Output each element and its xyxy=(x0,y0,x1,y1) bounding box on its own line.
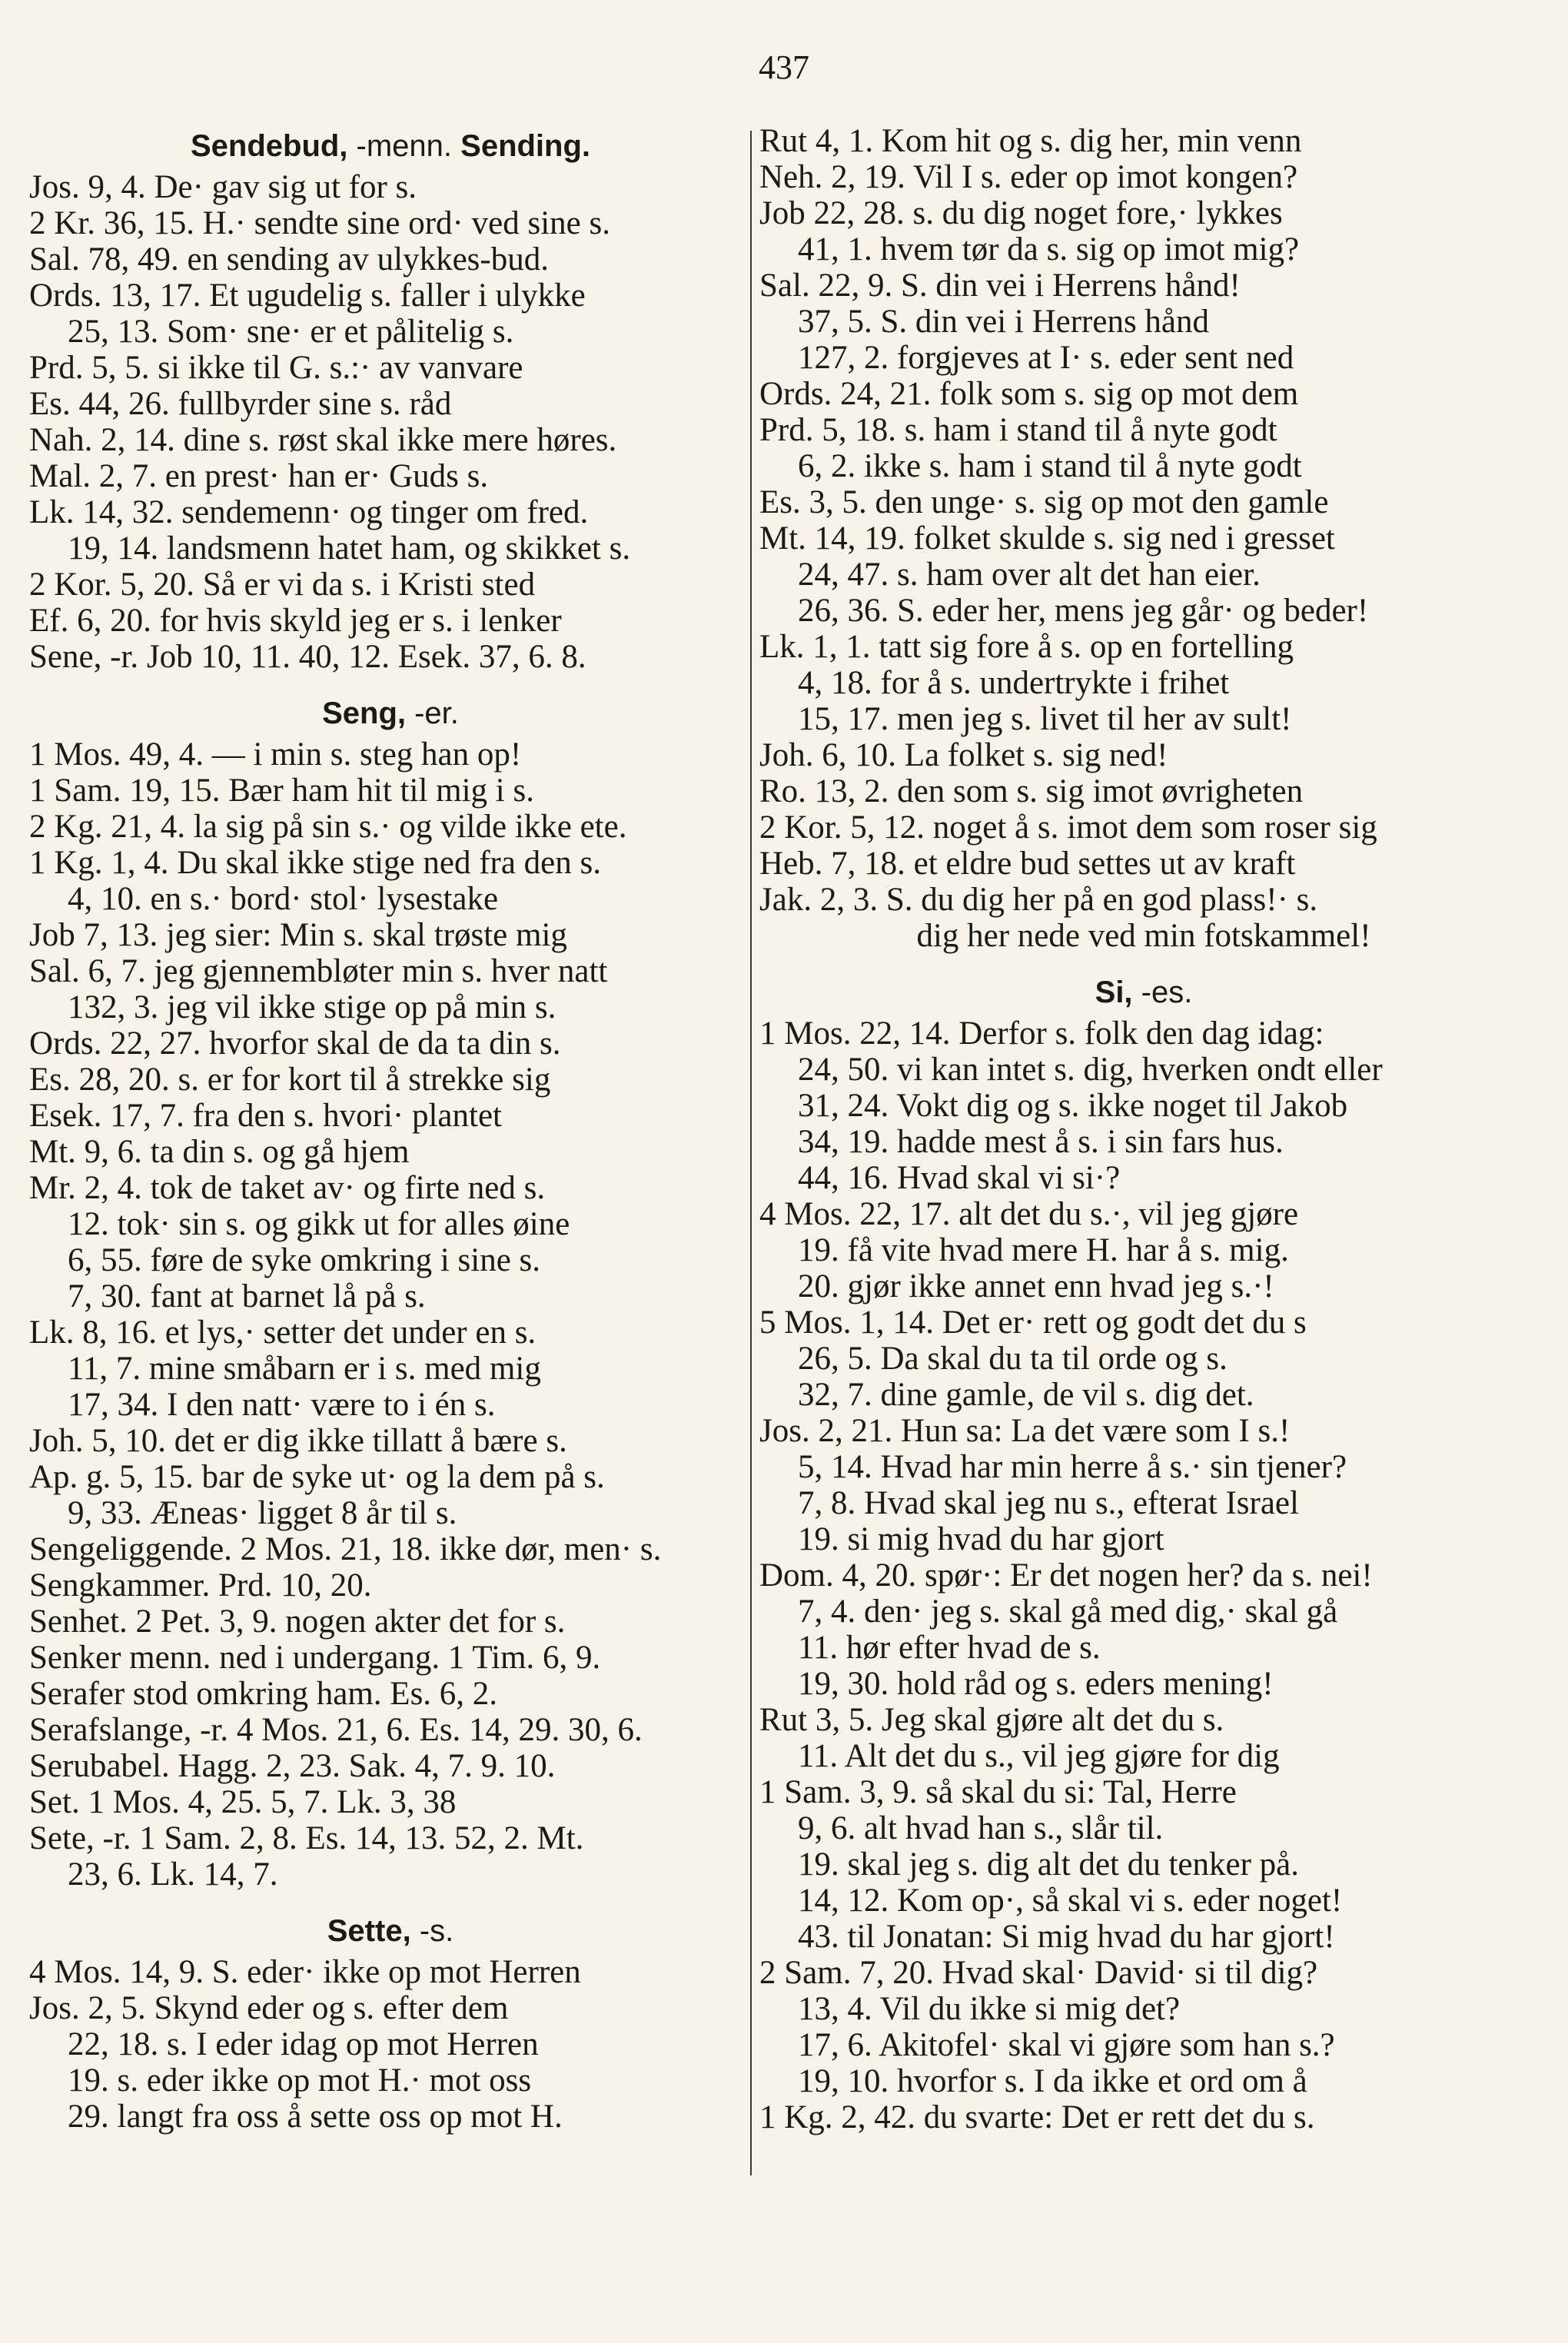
concordance-line: 24, 47. s. ham over alt det han eier. xyxy=(798,557,1261,593)
heading-word: Sette, xyxy=(327,1914,411,1948)
concordance-line: 43. til Jonatan: Si mig hvad du har gjort! xyxy=(798,1919,1335,1955)
concordance-line: Senhet. 2 Pet. 3, 9. nogen akter det for s. xyxy=(29,1604,566,1640)
concordance-line: 19, 14. landsmenn hatet ham, og skikket s. xyxy=(68,530,631,567)
concordance-line: 20. gjør ikke annet enn hvad jeg s.·! xyxy=(798,1268,1274,1304)
concordance-line: 26, 36. S. eder her, mens jeg går· og beder! xyxy=(798,593,1369,629)
concordance-line: Mal. 2, 7. en prest· han er· Guds s. xyxy=(29,458,489,494)
concordance-line: Lk. 1, 1. tatt sig fore å s. op en fortelling xyxy=(759,629,1294,665)
concordance-line: 1 Kg. 1, 4. Du skal ikke stige ned fra den s. xyxy=(29,845,601,881)
heading-word: Sendebud, xyxy=(190,129,348,163)
concordance-line: 1 Sam. 3, 9. så skal du si: Tal, Herre xyxy=(759,1774,1237,1810)
concordance-line: 6, 2. ikke s. ham i stand til å nyte godt xyxy=(798,448,1302,484)
concordance-line: Ap. g. 5, 15. bar de syke ut· og la dem på s. xyxy=(29,1459,605,1495)
section-heading xyxy=(29,123,752,169)
concordance-line: 25, 13. Som· sne· er et pålitelig s. xyxy=(68,314,514,350)
concordance-line: Ro. 13, 2. den som s. sig imot øvrigheten xyxy=(759,773,1304,809)
concordance-line: Serafslange, -r. 4 Mos. 21, 6. Es. 14, 29. 30, 6. xyxy=(29,1712,643,1748)
heading-suffix: -er. xyxy=(406,696,459,730)
concordance-line: 19. få vite hvad mere H. har å s. mig. xyxy=(798,1232,1289,1268)
concordance-line: Mt. 14, 19. folket skulde s. sig ned i gresset xyxy=(759,520,1335,557)
concordance-line: 41, 1. hvem tør da s. sig op imot mig? xyxy=(798,231,1300,268)
concordance-line: Es. 28, 20. s. er for kort til å strekke sig xyxy=(29,1062,551,1098)
concordance-line: Es. 44, 26. fullbyrder sine s. råd xyxy=(29,386,452,422)
concordance-line: 17, 34. I den natt· være to i én s. xyxy=(68,1387,496,1423)
concordance-line: Serafer stod omkring ham. Es. 6, 2. xyxy=(29,1676,498,1712)
concordance-line: 1 Kg. 2, 42. du svarte: Det er rett det du s. xyxy=(759,2099,1315,2135)
heading-word: Si, xyxy=(1095,975,1133,1009)
concordance-line: 11, 7. mine småbarn er i s. med mig xyxy=(68,1351,541,1387)
concordance-line: Sengkammer. Prd. 10, 20. xyxy=(29,1567,372,1604)
concordance-line: Job 7, 13. jeg sier: Min s. skal trøste mig xyxy=(29,917,567,953)
concordance-line: Jak. 2, 3. S. du dig her på en god plass!· s. xyxy=(759,882,1318,918)
concordance-line: 11. Alt det du s., vil jeg gjøre for dig xyxy=(798,1738,1280,1774)
concordance-line: Ef. 6, 20. for hvis skyld jeg er s. i lenker xyxy=(29,603,562,639)
concordance-line: 26, 5. Da skal du ta til orde og s. xyxy=(798,1341,1227,1377)
concordance-line: 9, 33. Æneas· ligget 8 år til s. xyxy=(68,1495,457,1531)
concordance-line: Sal. 22, 9. S. din vei i Herrens hånd! xyxy=(759,268,1241,304)
concordance-line: Set. 1 Mos. 4, 25. 5, 7. Lk. 3, 38 xyxy=(29,1784,457,1820)
concordance-line: Jos. 2, 5. Skynd eder og s. efter dem xyxy=(29,1990,509,2026)
concordance-line: Prd. 5, 5. si ikke til G. s.:· av vanvare xyxy=(29,350,523,386)
concordance-line: Serubabel. Hagg. 2, 23. Sak. 4, 7. 9. 10. xyxy=(29,1748,556,1784)
concordance-line: Sene, -r. Job 10, 11. 40, 12. Esek. 37, 6. 8. xyxy=(29,639,586,675)
concordance-line: Ords. 13, 17. Et ugudelig s. faller i ulykke xyxy=(29,278,586,314)
concordance-line: 7, 8. Hvad skal jeg nu s., efterat Israel xyxy=(798,1485,1299,1521)
concordance-line: Lk. 14, 32. sendemenn· og tinger om fred. xyxy=(29,494,589,530)
section-heading xyxy=(29,1908,752,1954)
heading-suffix: -es. xyxy=(1132,975,1193,1009)
concordance-line: 2 Kg. 21, 4. la sig på sin s.· og vilde ikke ete. xyxy=(29,809,627,845)
concordance-line: 4, 10. en s.· bord· stol· lysestake xyxy=(68,881,499,917)
concordance-line: 4 Mos. 22, 17. alt det du s.·, vil jeg gjøre xyxy=(759,1196,1299,1232)
concordance-line: 14, 12. Kom op·, så skal vi s. eder noget! xyxy=(798,1883,1343,1919)
concordance-line: 19, 30. hold råd og s. eders mening! xyxy=(798,1666,1274,1702)
concordance-line: Heb. 7, 18. et eldre bud settes ut av kraft xyxy=(759,846,1296,882)
concordance-line: Mt. 9, 6. ta din s. og gå hjem xyxy=(29,1134,410,1170)
concordance-line: 29. langt fra oss å sette oss op mot H. xyxy=(68,2099,563,2135)
left-column xyxy=(29,123,752,2135)
concordance-line: Dom. 4, 20. spør·: Er det nogen her? da s. nei! xyxy=(759,1557,1373,1594)
concordance-line: 5, 14. Hvad har min herre å s.· sin tjener? xyxy=(798,1449,1347,1485)
concordance-line: 11. hør efter hvad de s. xyxy=(798,1630,1101,1666)
concordance-line: 6, 55. føre de syke omkring i sine s. xyxy=(68,1242,541,1278)
concordance-line: 5 Mos. 1, 14. Det er· rett og godt det du s xyxy=(759,1304,1307,1341)
concordance-line: 32, 7. dine gamle, de vil s. dig det. xyxy=(798,1377,1254,1413)
concordance-line: 24, 50. vi kan intet s. dig, hverken ondt eller xyxy=(798,1052,1383,1088)
concordance-line: Rut 3, 5. Jeg skal gjøre alt det du s. xyxy=(759,1702,1224,1738)
concordance-line: 1 Sam. 19, 15. Bær ham hit til mig i s. xyxy=(29,773,534,809)
concordance-line: Job 22, 28. s. du dig noget fore,· lykkes xyxy=(759,195,1283,231)
concordance-line: Esek. 17, 7. fra den s. hvori· plantet xyxy=(29,1098,502,1134)
concordance-line: 34, 19. hadde mest å s. i sin fars hus. xyxy=(798,1124,1284,1160)
concordance-line: Lk. 8, 16. et lys,· setter det under en s. xyxy=(29,1314,537,1351)
concordance-line: Senker menn. ned i undergang. 1 Tim. 6, 9. xyxy=(29,1640,601,1676)
concordance-line: Joh. 6, 10. La folket s. sig ned! xyxy=(759,737,1168,773)
concordance-line: Rut 4, 1. Kom hit og s. dig her, min venn xyxy=(759,123,1302,159)
right-column xyxy=(759,123,1528,2135)
concordance-line: 132, 3. jeg vil ikke stige op på min s. xyxy=(68,989,556,1025)
concordance-line: Mr. 2, 4. tok de taket av· og firte ned s. xyxy=(29,1170,546,1206)
heading-suffix: -s. xyxy=(410,1914,454,1948)
concordance-line: 127, 2. forgjeves at I· s. eder sent ned xyxy=(798,340,1294,376)
concordance-line: Ords. 24, 21. folk som s. sig op mot dem xyxy=(759,376,1299,412)
concordance-line: 1 Mos. 49, 4. — i min s. steg han op! xyxy=(29,736,522,773)
concordance-line: Sal. 78, 49. en sending av ulykkes-bud. xyxy=(29,241,549,278)
heading-word: Seng, xyxy=(322,696,406,730)
concordance-line: Ords. 22, 27. hvorfor skal de da ta din s. xyxy=(29,1025,561,1062)
concordance-line: 2 Sam. 7, 20. Hvad skal· David· si til dig? xyxy=(759,1955,1318,1991)
concordance-line: Neh. 2, 19. Vil I s. eder op imot kongen? xyxy=(759,159,1298,195)
concordance-line: 23, 6. Lk. 14, 7. xyxy=(68,1856,278,1893)
concordance-line: Sete, -r. 1 Sam. 2, 8. Es. 14, 13. 52, 2. Mt. xyxy=(29,1820,584,1856)
section-heading xyxy=(29,690,752,736)
concordance-line: Nah. 2, 14. dine s. røst skal ikke mere høres. xyxy=(29,422,617,458)
heading-word: Sending. xyxy=(460,129,591,163)
concordance-line: 2 Kor. 5, 20. Så er vi da s. i Kristi sted xyxy=(29,567,536,603)
concordance-line: 19. skal jeg s. dig alt det du tenker på. xyxy=(798,1846,1300,1883)
section-heading xyxy=(759,969,1528,1015)
concordance-line: Sal. 6, 7. jeg gjennembløter min s. hver natt xyxy=(29,953,608,989)
concordance-line: Prd. 5, 18. s. ham i stand til å nyte godt xyxy=(759,412,1277,448)
concordance-line: 12. tok· sin s. og gikk ut for alles øine xyxy=(68,1206,570,1242)
concordance-line: 37, 5. S. din vei i Herrens hånd xyxy=(798,304,1210,340)
concordance-line: 15, 17. men jeg s. livet til her av sult! xyxy=(798,701,1292,737)
concordance-line: 17, 6. Akitofel· skal vi gjøre som han s.? xyxy=(798,2027,1335,2063)
concordance-line: 2 Kr. 36, 15. H.· sendte sine ord· ved sine s. xyxy=(29,205,610,241)
concordance-line: 4, 18. for å s. undertrykte i frihet xyxy=(798,665,1230,701)
concordance-line: Jos. 2, 21. Hun sa: La det være som I s.! xyxy=(759,1413,1291,1449)
concordance-line: 9, 6. alt hvad han s., slår til. xyxy=(798,1810,1164,1846)
concordance-line: 7, 4. den· jeg s. skal gå med dig,· skal gå xyxy=(798,1594,1338,1630)
concordance-line: 22, 18. s. I eder idag op mot Herren xyxy=(68,2026,539,2062)
heading-suffix: -menn. xyxy=(347,129,461,163)
concordance-line: 19. s. eder ikke op mot H.· mot oss xyxy=(68,2062,532,2099)
concordance-line: 19, 10. hvorfor s. I da ikke et ord om å xyxy=(798,2063,1307,2099)
concordance-line: Joh. 5, 10. det er dig ikke tillatt å bære s. xyxy=(29,1423,567,1459)
concordance-line: Es. 3, 5. den unge· s. sig op mot den gamle xyxy=(759,484,1329,520)
concordance-line: 31, 24. Vokt dig og s. ikke noget til Jakob xyxy=(798,1088,1348,1124)
concordance-line: 19. si mig hvad du har gjort xyxy=(798,1521,1164,1557)
concordance-line: dig her nede ved min fotskammel! xyxy=(916,918,1371,954)
concordance-line: 13, 4. Vil du ikke si mig det? xyxy=(798,1991,1181,2027)
concordance-line: Jos. 9, 4. De· gav sig ut for s. xyxy=(29,169,417,205)
concordance-line: 7, 30. fant at barnet lå på s. xyxy=(68,1278,426,1314)
concordance-line: 2 Kor. 5, 12. noget å s. imot dem som roser sig xyxy=(759,809,1377,846)
concordance-line: Sengeliggende. 2 Mos. 21, 18. ikke dør, men· s. xyxy=(29,1531,662,1567)
concordance-line: 44, 16. Hvad skal vi si·? xyxy=(798,1160,1121,1196)
concordance-line: 1 Mos. 22, 14. Derfor s. folk den dag idag: xyxy=(759,1015,1324,1052)
concordance-line: 4 Mos. 14, 9. S. eder· ikke op mot Herren xyxy=(29,1954,581,1990)
page-number: 437 xyxy=(759,48,809,86)
